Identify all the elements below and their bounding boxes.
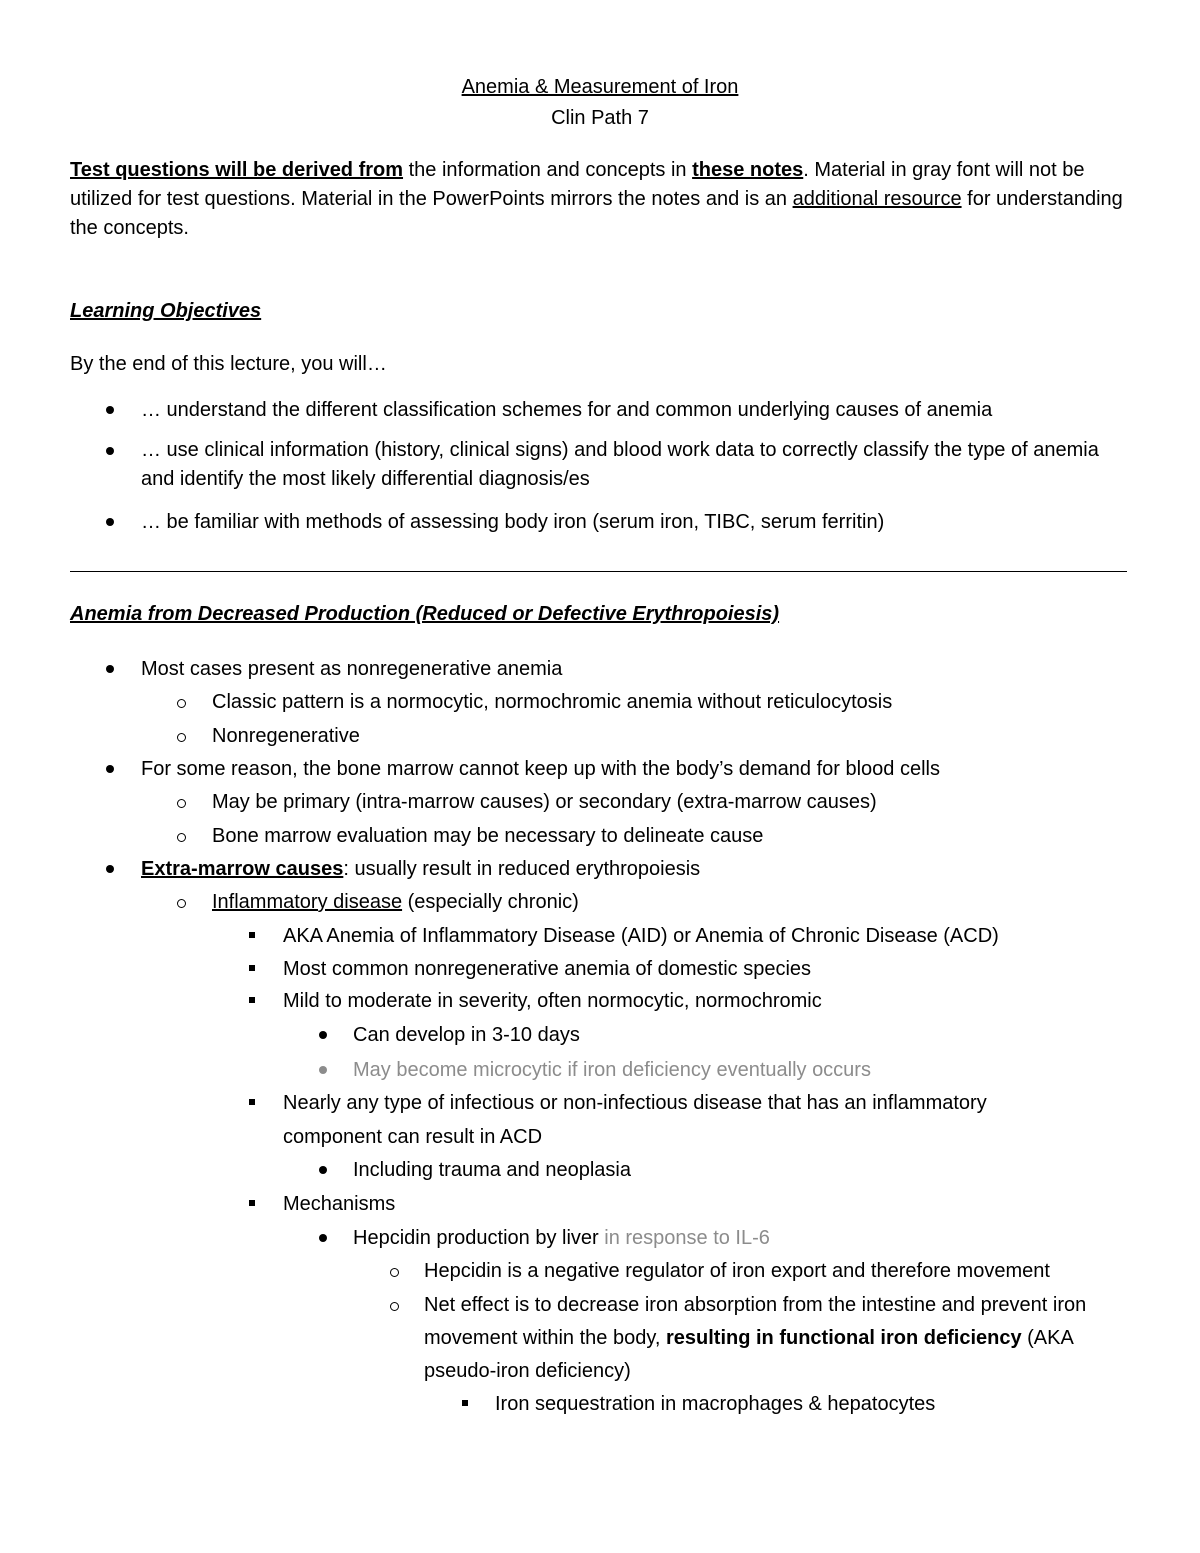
bullet-icon <box>313 1020 333 1039</box>
objectives-heading: Learning Objectives <box>70 300 262 322</box>
bullet-icon <box>100 754 120 773</box>
circle-bullet-icon <box>171 887 191 908</box>
circle-bullet-icon <box>171 787 191 808</box>
intro-text-3: for understanding the concepts. <box>70 188 1123 239</box>
square-bullet-icon <box>242 954 262 971</box>
intro-emphasis: Test questions will be derived from <box>70 159 404 181</box>
bullet-icon <box>313 1055 333 1074</box>
intro-these-notes: these notes <box>692 159 804 181</box>
bullet-icon <box>313 1223 333 1242</box>
horizontal-rule <box>70 571 1127 572</box>
bullet-icon <box>100 654 120 673</box>
square-bullet-icon <box>242 986 262 1003</box>
inflammatory-disease-label: Inflammatory disease <box>212 891 403 913</box>
circle-bullet-icon <box>171 821 191 842</box>
circle-bullet-icon <box>171 721 191 742</box>
square-bullet-icon <box>242 1088 262 1105</box>
square-bullet-icon <box>242 1189 262 1206</box>
bullet-icon <box>100 507 120 526</box>
circle-bullet-icon <box>171 687 191 708</box>
square-bullet-icon <box>242 921 262 938</box>
objectives-lead: By the end of this lecture, you will… <box>70 353 387 375</box>
circle-bullet-icon <box>384 1290 404 1311</box>
document-page: Anemia & Measurement of Iron Clin Path 7 Test questions will be derived from the information and concepts in these notes. Material in gray font will not be utilized for test questions. Material in the PowerPoints mirrors the notes and is an additional resource for understanding the concepts. Learning Objectives By the end of this lecture, you will… … understand the different classification schemes for and common underlying causes of anemia … use clinical information (history, clinical signs) and blood work data to correctly classify the type of anemia and identify the most likely differential diagnosis/es … be familiar with methods of assessing body iron (serum iron, TIBC, serum ferritin) Anemia from Decreased Production (Reduced or Defective Erythropoiesis) Most cases present as nonregenerative anemia Classic pattern is a normocytic, normochromic anemia without reticulocytosis Nonregenerative For some reason, the bone marrow cannot keep up with the body’s demand for blood cells May be primary (intra-marrow causes) or secondary (extra-marrow causes) Bone marrow evaluation may be necessary to delineate cause Extra-marrow causes: usually result in reduced erythropoiesis Inflammatory disease (especially chronic) AKA Anemia of Inflammatory Disease (AID) or Anemia of Chronic Disease (ACD) Most common nonregenerative anemia of domestic species Mild to moderate in severity, often normocytic, normochromic Can develop in 3-10 days May become microcytic if iron deficiency eventually occurs Nearly any type of infectious or non-infectious disease that has an inflammatory component can result in ACD Including trauma and neoplasia Mechanisms Hepcidin production by liver in response to IL-6 Hepcidin is a negative regulator of iron export and therefore movement Net effect is to decrease iron absorption from the intestine and prevent iron movement within the body, resulting in functional iron deficiency (AKA pseudo-iron deficiency) Iron sequestration in macrophages & hepatocytes <box>0 0 1200 1553</box>
document-title: Anemia & Measurement of Iron <box>461 76 739 98</box>
circle-bullet-icon <box>384 1256 404 1277</box>
bullet-icon <box>313 1155 333 1174</box>
bullet-icon <box>100 436 120 455</box>
square-bullet-icon <box>455 1389 475 1406</box>
title-block <box>0 72 1200 134</box>
intro-text-2: . Material in gray font will not be utilized for test questions. Material in the PowerPoints mirrors the notes and is an <box>70 159 1085 210</box>
extra-marrow-label: Extra-marrow causes <box>141 858 344 880</box>
document-subtitle: Clin Path 7 <box>551 107 649 129</box>
intro-paragraph <box>70 156 1140 243</box>
intro-additional-resource: additional resource <box>792 188 962 210</box>
intro-text: the information and concepts in <box>403 159 693 181</box>
bullet-icon <box>100 395 120 414</box>
bullet-icon <box>100 854 120 873</box>
section-heading: Anemia from Decreased Production (Reduced or Defective Erythropoiesis) <box>70 603 780 625</box>
